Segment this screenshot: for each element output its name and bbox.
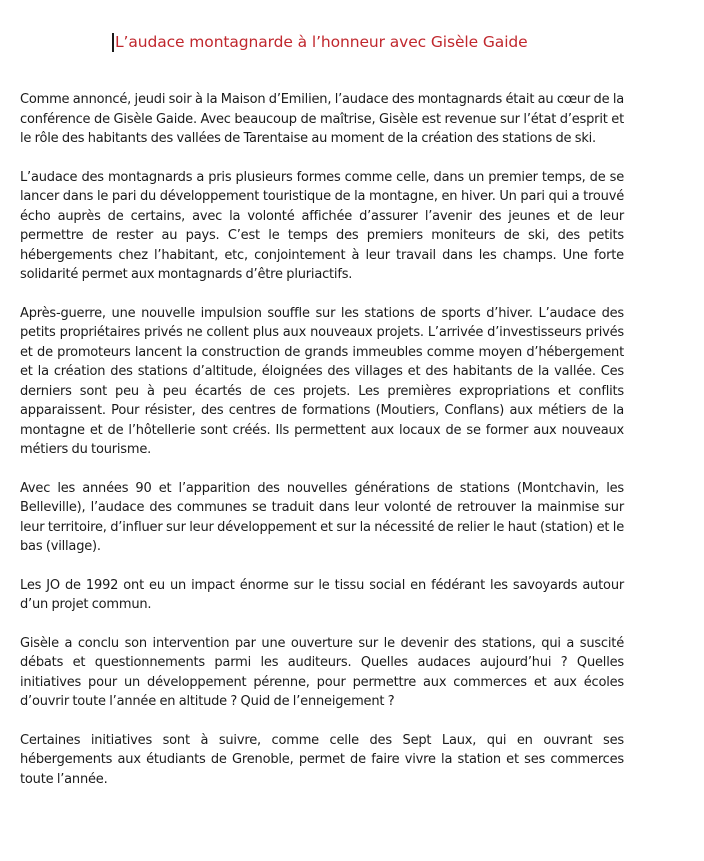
article-title[interactable]: L’audace montagnarde à l’honneur avec Gisèle Gaide [115, 33, 528, 51]
paragraph-7[interactable]: Certaines initiatives sont à suivre, comme celle des Sept Laux, qui en ouvrant ses hébergements aux étudiants de Grenoble, permet de faire vivre la station et ses commerces toute l’année. [20, 732, 624, 787]
paragraph-5[interactable]: Les JO de 1992 ont eu un impact énorme sur le tissu social en fédérant les savoyards autour d’un projet commun. [20, 577, 624, 612]
paragraph-2[interactable]: L’audace des montagnards a pris plusieurs formes comme celle, dans un premier temps, de se lancer dans le pari du développement touristique de la montagne, en hiver. Un pari qui a trouvé écho auprès de certains, avec la volonté affichée d’assurer l’avenir des jeunes et de leur permettre de rester au pays. C’est le temps des premiers moniteurs de ski, des petits hébergements chez l’habitant, etc, conjointement à leur travail dans les champs. Une forte solidarité permet aux montagnards d’être pluriactifs. [20, 169, 624, 282]
paragraph-1[interactable]: Comme annoncé, jeudi soir à la Maison d’Emilien, l’audace des montagnards était au cœur de la conférence de Gisèle Gaide. Avec beaucoup de maîtrise, Gisèle est revenue sur l’état d’esprit et le rôle des habitants des vallées de Tarentaise au moment de la création des stations de ski. [20, 92, 625, 146]
paragraph-3[interactable]: Après-guerre, une nouvelle impulsion souffle sur les stations de sports d’hiver. L’audace des petits propriétaires privés ne collent plus aux nouveaux projets. L’arrivée d’investisseurs privés et de promoteurs lancent la construction de grands immeubles comme moyen d’hébergement et la création des stations d’altitude, éloignées des villages et des habitants de la vallée. Ces derniers sont peu à peu écartés de ces projets. Les premières expropriations et conflits apparaissent. Pour résister, des centres de formations (Moutiers, Conflans) aux métiers de la montagne et de l’hôtellerie sont créés. Ils permettent aux locaux de se former aux nouveaux métiers du tourisme. [20, 305, 624, 457]
text-cursor [112, 33, 114, 52]
article-body [20, 90, 624, 808]
title-line [112, 30, 528, 54]
paragraph-4[interactable]: Avec les années 90 et l’apparition des nouvelles générations de stations (Montchavin, les Belleville), l’audace des communes se traduit dans leur volonté de retrouver la mainmise sur leur territoire, d’influer sur leur développement et sur la nécessité de relier le haut (station) et le bas (village). [20, 480, 624, 554]
paragraph-6[interactable]: Gisèle a conclu son intervention par une ouverture sur le devenir des stations, qui a suscité débats et questionnements parmi les auditeurs. Quelles audaces aujourd’hui ? Quelles initiatives pour un développement pérenne, pour permettre aux commerces et aux écoles d’ouvrir toute l’année en altitude ? Quid de l’enneigement ? [20, 635, 624, 709]
